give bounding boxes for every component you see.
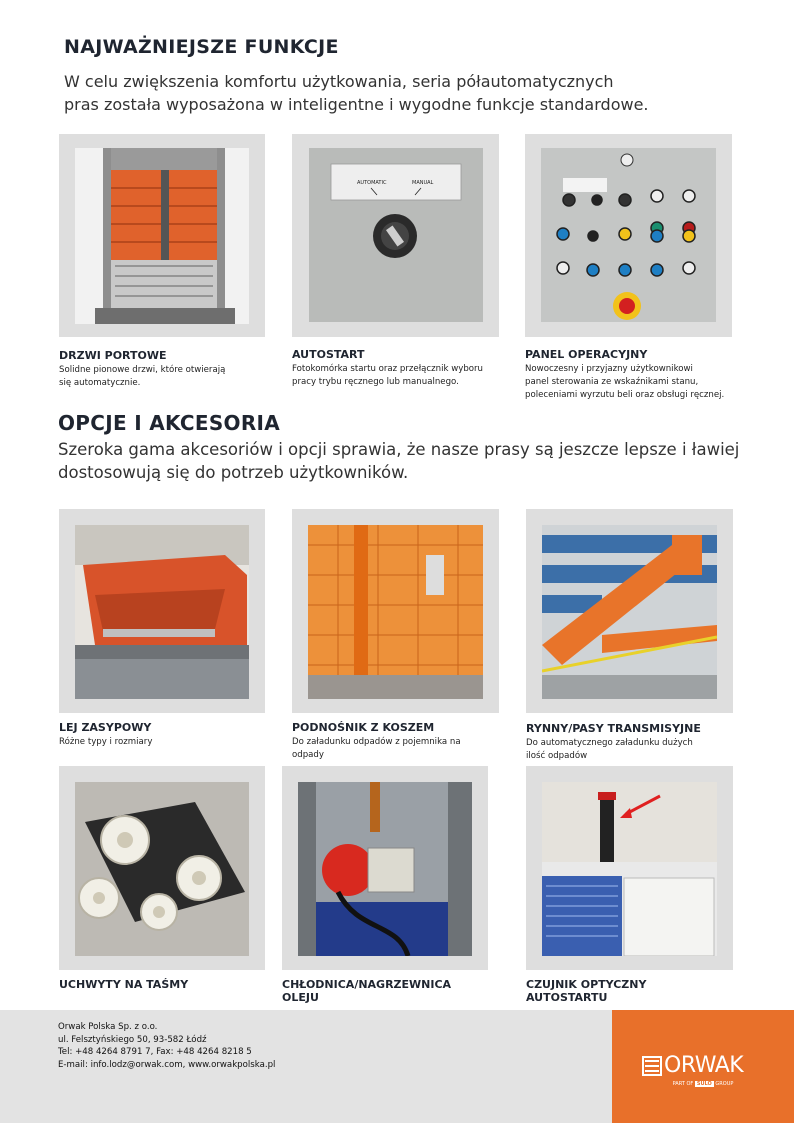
feature-frame-autostart [292, 134, 499, 337]
option-desc-hopper: Różne typy i rozmiary [59, 737, 153, 747]
option-frame-conveyor [526, 509, 733, 713]
feature-title-autostart: AUTOSTART [292, 348, 365, 361]
option-title-conveyor: RYNNY/PASY TRANSMISYJNE [526, 722, 701, 735]
option-title-hopper: LEJ ZASYPOWY [59, 721, 152, 734]
optical-sensor-photo [542, 782, 717, 956]
conveyor-photo [542, 525, 717, 699]
hopper-photo [75, 525, 249, 699]
option-frame-optical-sensor [526, 766, 733, 970]
operating-panel-photo [541, 148, 716, 322]
port-door-photo [75, 148, 249, 324]
option-desc-conveyor: Do automatycznego załadunku dużych ilość odpadów [526, 738, 693, 761]
option-title-tape-holders: UCHWYTY NA TAŚMY [59, 978, 189, 991]
option-frame-oil-cooler [282, 766, 488, 970]
lifter-photo [308, 525, 483, 699]
option-frame-hopper [59, 509, 265, 713]
switch-label-left: AUTOMATIC [357, 180, 387, 186]
feature-title-panel: PANEL OPERACYJNY [525, 348, 648, 361]
option-title-oil-cooler: CHŁODNICA/NAGRZEWNICA OLEJU [282, 978, 452, 1004]
features-lead: W celu zwiększenia komfortu użytkowania, seria półautomatycznych pras została wyposażona w inteligentne i wygodne funkcje standardowe. [64, 72, 649, 114]
footer-address [58, 1021, 275, 1071]
footer-phone: Tel: +48 4264 8791 7, Fax: +48 4264 8218 5 [58, 1047, 252, 1057]
option-frame-lifter [292, 509, 499, 713]
feature-desc-door: Solidne pionowe drzwi, które otwierają się automatycznie. [59, 365, 226, 388]
switch-label-right: MANUAL [412, 180, 434, 186]
tape-holders-photo [75, 782, 249, 956]
logo-wordmark: ORWAK [664, 1053, 744, 1078]
option-title-optical-sensor: CZUJNIK OPTYCZNY AUTOSTARTU [526, 978, 647, 1004]
section-heading-options: OPCJE I AKCESORIA [58, 411, 281, 435]
logo-tagline: PART OF SULO GROUP [672, 1081, 734, 1087]
orwak-logo [642, 1054, 764, 1087]
feature-title-door: DRZWI PORTOWE [59, 349, 167, 362]
feature-frame-panel [525, 134, 732, 337]
option-desc-lifter: Do załadunku odpadów z pojemnika na odpady [292, 737, 461, 760]
autostart-switch-photo [309, 148, 483, 322]
option-title-lifter: PODNOŚNIK Z KOSZEM [292, 721, 435, 734]
footer-street: ul. Felsztyńskiego 50, 93-582 Łódź [58, 1034, 207, 1045]
feature-desc-panel: Nowoczesny i przyjazny użytkownikowi panel sterowania ze wskaźnikami stanu, poleceniami wyrzutu beli oraz obsługi ręcznej. [525, 364, 725, 400]
option-frame-tape-holders [59, 766, 265, 970]
footer-company: Orwak Polska Sp. z o.o. [58, 1022, 158, 1032]
section-heading-features: NAJWAŻNIEJSZE FUNKCJE [64, 36, 339, 58]
orwak-logo-box [612, 1010, 794, 1123]
oil-cooler-photo [298, 782, 472, 956]
footer-email: E-mail: info.lodz@orwak.com, www.orwakpolska.pl [58, 1059, 276, 1070]
feature-desc-autostart: Fotokomórka startu oraz przełącznik wyboru pracy trybu ręcznego lub manualnego. [292, 364, 484, 387]
feature-frame-door [59, 134, 265, 337]
options-lead: Szeroka gama akcesoriów i opcji sprawia, że nasze prasy są jeszcze lepsze i ławiej dostosowują się do potrzeb użytkowników. [58, 440, 740, 482]
